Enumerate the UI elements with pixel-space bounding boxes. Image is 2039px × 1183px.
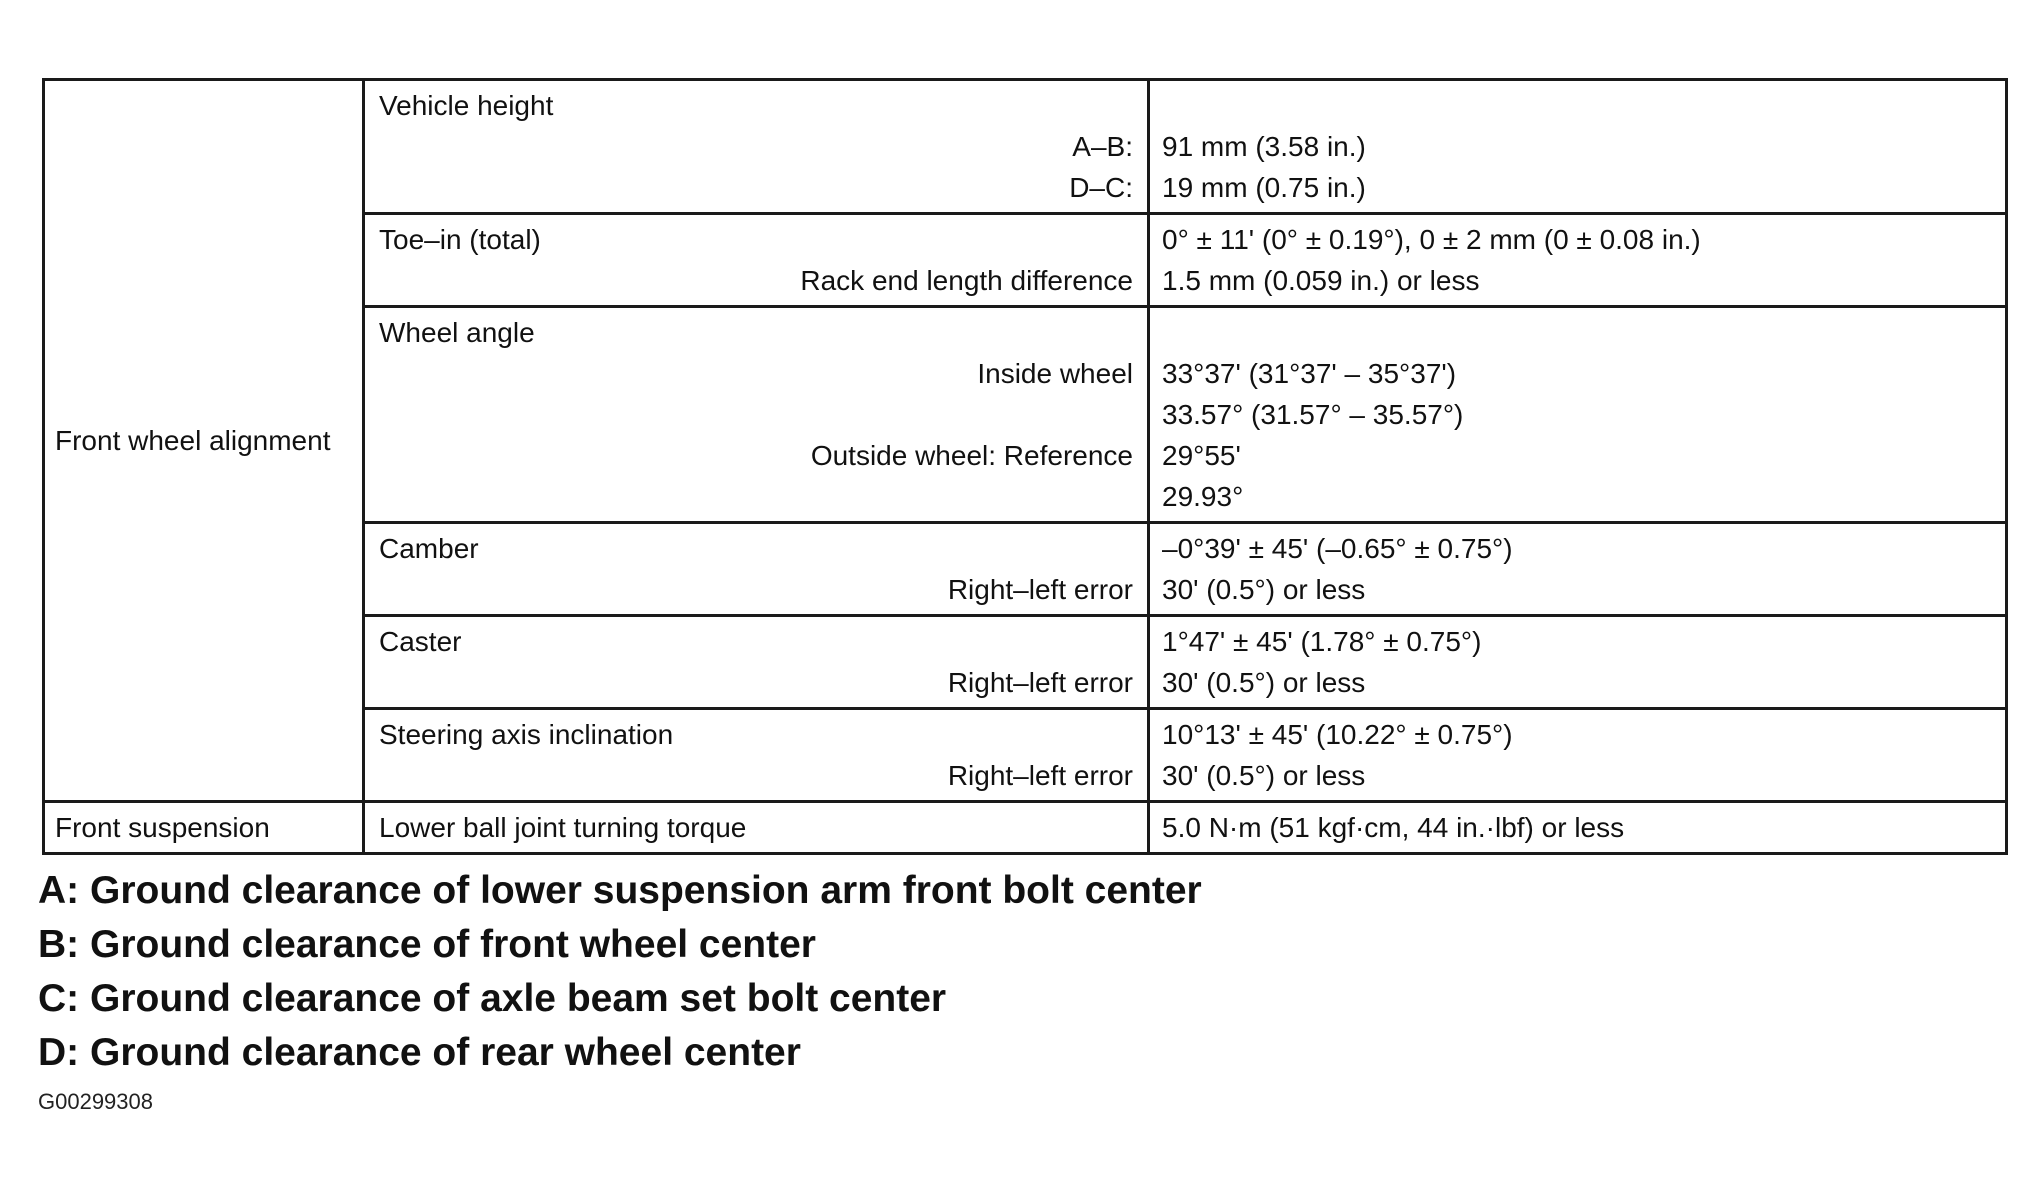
parameter-sublabel: Right–left error [947,760,1133,791]
spec-value: 30' (0.5°) or less [1162,667,1366,698]
parameter-cell [364,802,1149,854]
parameter-sublabel: D–C: [1069,172,1133,203]
parameter-value: –0°39' ± 45' (–0.65° ± 0.75°) [1162,533,1513,564]
legend-line-d: D: Ground clearance of rear wheel center [38,1031,801,1074]
parameter-sublabel: A–B: [1072,131,1133,162]
figure-code: G00299308 [38,1089,153,1114]
parameter-title: Vehicle height [379,90,554,121]
parameter-title: Steering axis inclination [379,719,674,750]
value-cell [1149,709,2007,802]
parameter-title: Wheel angle [379,317,535,348]
parameter-value: 0° ± 11' (0° ± 0.19°), 0 ± 2 mm (0 ± 0.08 in.) [1162,224,1701,255]
spec-value: 91 mm (3.58 in.) [1162,131,1366,162]
parameter-sublabel: Right–left error [947,574,1133,605]
spec-table-body [44,80,2007,854]
spec-value: 33.57° (31.57° – 35.57°) [1162,399,1464,430]
parameter-cell [364,709,1149,802]
parameter-title: Toe–in (total) [379,224,541,255]
parameter-title: Lower ball joint turning torque [379,812,747,843]
parameter-spacer [379,394,1133,435]
value-cell [1149,523,2007,616]
group-label: Front suspension [44,802,364,854]
value-spacer [1162,85,1993,126]
parameter-sublabel: Outside wheel: Reference [810,440,1133,471]
spec-value: 30' (0.5°) or less [1162,574,1366,605]
spec-value: 19 mm (0.75 in.) [1162,172,1366,203]
spec-value: 29°55' [1162,440,1241,471]
value-cell [1149,616,2007,709]
value-cell [1149,307,2007,523]
parameter-sublabel: Inside wheel [977,358,1133,389]
value-cell [1149,214,2007,307]
spec-value: 29.93° [1162,481,1244,512]
legend-line-a: A: Ground clearance of lower suspension arm front bolt center [38,869,1202,912]
parameter-title: Camber [379,533,479,564]
spec-row [44,80,2007,214]
value-spacer [1162,312,1993,353]
value-cell [1149,802,2007,854]
parameter-sublabel: Right–left error [947,667,1133,698]
parameter-cell [364,80,1149,214]
parameter-cell [364,523,1149,616]
parameter-cell [364,214,1149,307]
spec-value: 33°37' (31°37' – 35°37') [1162,358,1457,389]
parameter-cell [364,616,1149,709]
parameter-sublabel: Rack end length difference [800,265,1133,296]
parameter-spacer [379,476,1133,517]
spec-row [44,802,2007,854]
legend [38,864,1202,1080]
legend-line-c: C: Ground clearance of axle beam set bolt center [38,977,947,1020]
parameter-value: 1°47' ± 45' (1.78° ± 0.75°) [1162,626,1482,657]
value-cell [1149,80,2007,214]
spec-value: 30' (0.5°) or less [1162,760,1366,791]
group-label: Front wheel alignment [44,80,364,802]
parameter-title: Caster [379,626,462,657]
spec-value: 1.5 mm (0.059 in.) or less [1162,265,1480,296]
parameter-value: 5.0 N·m (51 kgf·cm, 44 in.·lbf) or less [1162,812,1625,843]
parameter-cell [364,307,1149,523]
legend-line-b: B: Ground clearance of front wheel center [38,923,816,966]
spec-table [42,78,2008,855]
parameter-value: 10°13' ± 45' (10.22° ± 0.75°) [1162,719,1513,750]
